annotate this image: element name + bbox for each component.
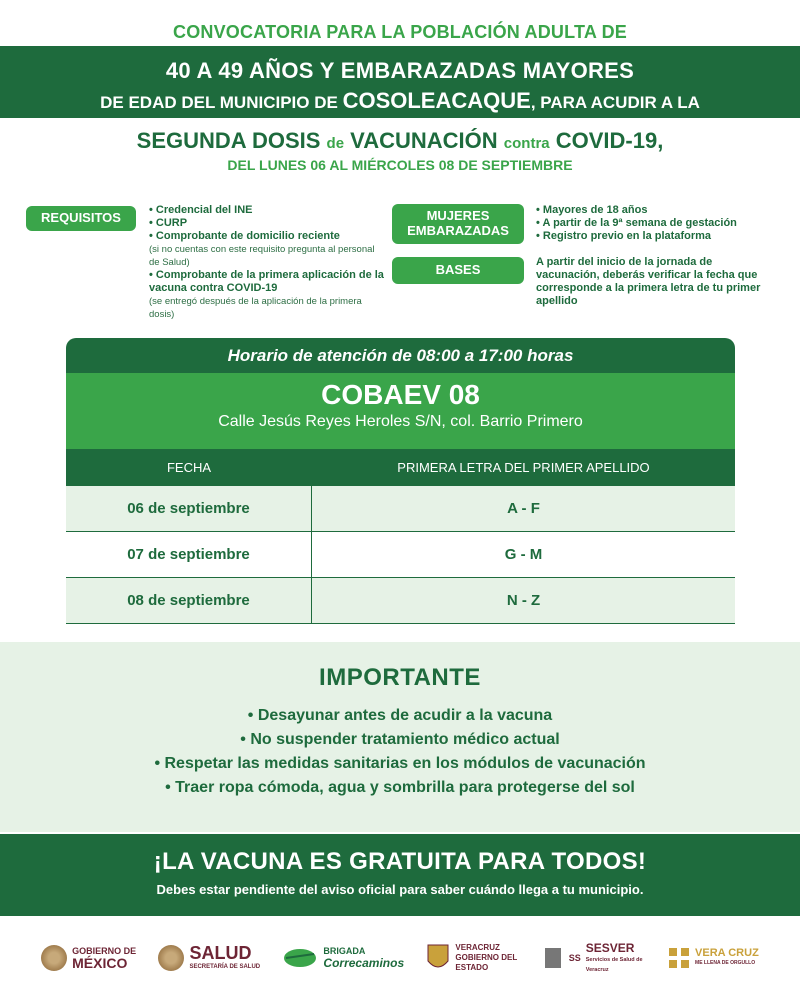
mujeres-item: • A partir de la 9ª semana de gestación (536, 217, 737, 229)
logo-top: VERACRUZ (455, 943, 500, 952)
logo-strip (0, 928, 800, 988)
date-range: DEL LUNES 06 AL MIÉRCOLES 08 DE SEPTIEMBRE (227, 157, 573, 173)
requisitos-list (149, 204, 384, 321)
header-municipality-suffix: , PARA ACUDIR A LA (530, 93, 700, 112)
important-item: • No suspender tratamiento médico actual (240, 731, 560, 748)
important-item: • Desayunar antes de acudir a la vacuna (247, 707, 553, 724)
ss-emblem-icon (542, 945, 564, 971)
table-row (66, 578, 735, 624)
venue-address: Calle Jesús Reyes Heroles S/N, col. Barrio Primero (218, 413, 583, 430)
bases-text: A partir del inicio de la jornada de vacunación, deberás verificar la fecha que corresponde a la primera letra de tu primer apellido (536, 256, 761, 307)
free-title: ¡LA VACUNA ES GRATUITA PARA TODOS! (153, 848, 647, 875)
schedule-card (66, 338, 735, 624)
req-note: (si no cuentas con este requisito pregunta al personal de Salud) (149, 244, 375, 268)
row-letters: A - F (507, 500, 540, 517)
header-municipality (0, 88, 800, 114)
gobierno-mexico-logo (41, 945, 136, 971)
veracruz-orgullo-logo (668, 947, 759, 969)
mujeres-item: • Mayores de 18 años (536, 204, 648, 216)
schedule-table-header (66, 449, 735, 486)
row-date: 08 de septiembre (66, 578, 312, 623)
roadrunner-icon (282, 945, 318, 971)
important-list (0, 704, 800, 800)
schedule-hours: Horario de atención de 08:00 a 17:00 horas (66, 338, 735, 373)
important-item: • Traer ropa cómoda, agua y sombrilla para protegerse del sol (165, 779, 635, 796)
logo-top: VERA CRUZ (695, 947, 759, 959)
dose-title (0, 128, 800, 154)
table-row (66, 486, 735, 532)
logo-big: MÉXICO (72, 955, 128, 971)
dose-part4: contra (503, 135, 550, 152)
header-municipality-prefix: DE EDAD DEL MUNICIPIO DE (100, 93, 343, 112)
row-date: 07 de septiembre (66, 532, 312, 577)
req-item: • Credencial del INE (149, 204, 253, 216)
veracruz-pattern-icon (668, 947, 690, 969)
logo-big: SESVER (585, 941, 635, 955)
dose-part1: SEGUNDA DOSIS (136, 128, 327, 153)
venue-block (66, 373, 735, 449)
req-item: • CURP (149, 217, 188, 229)
dose-part5: COVID-19, (549, 128, 664, 153)
important-item: • Respetar las medidas sanitarias en los módulos de vacunación (154, 755, 646, 772)
dose-part2: de (326, 135, 345, 152)
mujeres-list (536, 204, 776, 243)
header-population: 40 A 49 AÑOS Y EMBARAZADAS MAYORES (165, 58, 635, 83)
sesver-logo (542, 941, 646, 975)
logo-big: GOBIERNO DEL ESTADO (455, 953, 518, 972)
logo-top: GOBIERNO DE (72, 946, 137, 956)
mujeres-item: • Registro previo en la plataforma (536, 230, 712, 242)
logo-small: ME LLENA DE ORGULLO (695, 960, 756, 966)
eagle-seal-icon (41, 945, 67, 971)
header-band (0, 46, 800, 118)
req-item: • Comprobante de domicilio reciente (149, 230, 340, 242)
req-note: (se entregó después de la aplicación de la primera dosis) (149, 296, 362, 320)
salud-logo (158, 944, 260, 972)
campaign-intro: CONVOCATORIA PARA LA POBLACIÓN ADULTA DE (173, 22, 627, 42)
eagle-seal-icon (158, 945, 184, 971)
veracruz-gobierno-logo (426, 943, 519, 973)
requisitos-badge: REQUISITOS (26, 206, 136, 231)
logo-big: SALUD (189, 943, 252, 963)
free-subtitle: Debes estar pendiente del aviso oficial para saber cuándo llega a tu municipio. (156, 882, 644, 897)
free-vaccine-banner (0, 834, 800, 916)
logo-small: SECRETARÍA DE SALUD (189, 964, 261, 970)
bases-badge: BASES (392, 257, 524, 284)
mujeres-badge: MUJERES EMBARAZADAS (392, 204, 524, 244)
col-fecha: FECHA (166, 460, 212, 475)
row-date: 06 de septiembre (66, 486, 312, 531)
row-letters: G - M (504, 546, 543, 563)
table-row (66, 532, 735, 578)
coat-of-arms-icon (426, 943, 450, 973)
important-section (0, 642, 800, 832)
venue-name: COBAEV 08 (321, 379, 480, 410)
logo-small: Servicios de Salud de Veracruz (585, 957, 643, 973)
dose-part3: VACUNACIÓN (344, 128, 504, 153)
logo-top: BRIGADA (323, 946, 366, 956)
col-letra: PRIMERA LETRA DEL PRIMER APELLIDO (397, 460, 650, 475)
municipality-name: COSOLEACAQUE (342, 88, 531, 113)
logo-top: SS (568, 953, 581, 963)
req-item: • Comprobante de la primera aplicación de la vacuna contra COVID-19 (149, 269, 384, 294)
row-letters: N - Z (506, 592, 541, 609)
logo-big: Correcaminos (323, 956, 405, 970)
important-title: IMPORTANTE (319, 664, 481, 691)
brigada-correcaminos-logo (282, 945, 404, 971)
